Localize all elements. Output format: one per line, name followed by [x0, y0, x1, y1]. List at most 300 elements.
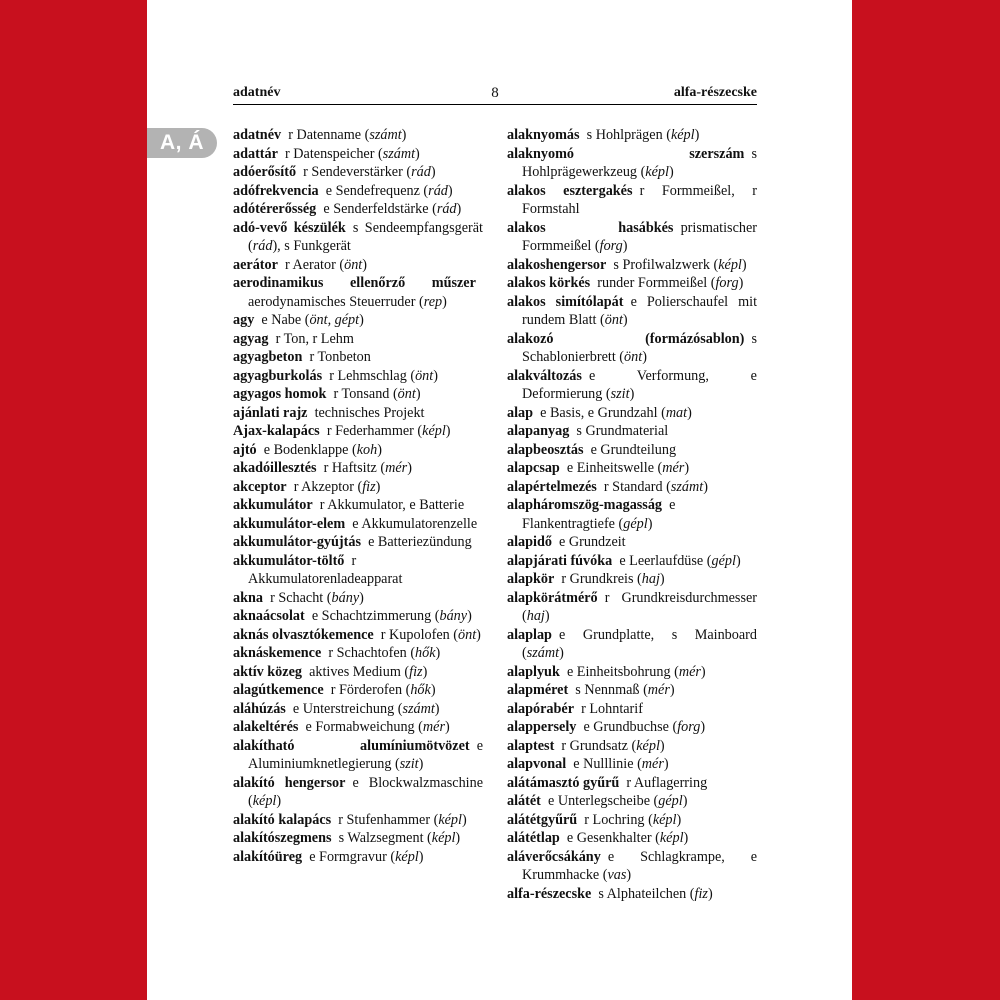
translation: aerodynamisches Steuerruder ( — [248, 293, 424, 310]
translation: e Verformung, e Deformierung ( — [522, 367, 757, 402]
translation: r Akzeptor ( — [293, 478, 363, 495]
dictionary-entry — [507, 293, 757, 330]
headword: alapkörátmérő — [507, 589, 598, 606]
translation: runder Formmeißel ( — [597, 275, 716, 291]
translation: r Sendeverstärker ( — [303, 164, 412, 180]
dictionary-entry — [507, 589, 757, 626]
domain-label: képl — [422, 423, 446, 439]
domain-label: mér — [678, 663, 701, 680]
dictionary-entry — [233, 367, 483, 386]
headword: alapháromszög-magasság — [507, 497, 663, 513]
translation: ), s Funkgerät — [272, 238, 351, 254]
translation: ) — [694, 127, 700, 143]
headword: alakos esztergakés — [507, 182, 633, 199]
translation: r Lochring ( — [584, 811, 653, 828]
headword: alátétlap — [507, 830, 560, 846]
domain-label: önt — [458, 626, 477, 643]
translation: r Auflagerring — [626, 774, 708, 791]
translation: ) — [461, 811, 467, 828]
translation: ) — [626, 867, 632, 883]
dictionary-entry — [233, 145, 483, 164]
domain-label: képl — [395, 848, 419, 865]
domain-label: bány — [439, 608, 468, 624]
translation: ) — [445, 719, 450, 735]
dictionary-entry — [507, 441, 757, 460]
translation: e Aluminiumknetlegierung ( — [248, 737, 483, 772]
dictionary-entry — [233, 737, 483, 774]
translation: r Lehmschlag ( — [329, 367, 416, 384]
translation: e Schachtzimmerung ( — [311, 608, 440, 624]
domain-label: rád — [428, 182, 448, 199]
domain-label: képl — [636, 737, 660, 754]
dictionary-entry — [507, 552, 757, 571]
translation: ) — [467, 608, 472, 624]
dictionary-entry — [233, 515, 483, 534]
translation: ) — [622, 238, 628, 254]
domain-label: számt — [369, 127, 402, 143]
translation: r Federhammer ( — [326, 423, 423, 439]
translation: technisches Projekt — [314, 404, 425, 421]
headword: adattár — [233, 145, 278, 162]
translation: r Datenspeicher ( — [285, 145, 383, 162]
translation: ) — [407, 460, 412, 476]
headword: alakos simítólapát — [507, 293, 624, 310]
dictionary-entry — [507, 811, 757, 830]
translation: e Basis, e Grundzahl ( — [540, 404, 666, 421]
translation: ) — [435, 645, 441, 661]
translation: r Tonsand ( — [333, 386, 398, 402]
domain-label: vas — [607, 867, 627, 883]
headword: aktív közeg — [233, 663, 302, 680]
translation: ) — [707, 885, 713, 902]
headword: aláverőcsákány — [507, 848, 601, 865]
headword: agyagbeton — [233, 349, 303, 365]
right-column — [507, 126, 757, 903]
translation: ) — [676, 811, 682, 828]
dictionary-entry — [507, 700, 757, 719]
dictionary-entry — [233, 182, 483, 201]
domain-label: gépl — [623, 515, 648, 532]
translation: s Hohlprägen ( — [586, 127, 671, 143]
dictionary-entry — [233, 700, 483, 719]
dictionary-entry — [233, 644, 483, 663]
translation: s Sendeempfangsgerät ( — [248, 219, 483, 254]
domain-label: képl — [431, 830, 456, 846]
headword: akadóillesztés — [233, 460, 317, 476]
translation: ) — [544, 608, 550, 624]
headword: akna — [233, 589, 263, 606]
domain-label: koh — [356, 441, 378, 458]
headword: alapkör — [507, 571, 555, 587]
translation: e Grundplatte, s Mainboard ( — [522, 626, 757, 661]
translation: ) — [447, 182, 453, 199]
translation: e Unterlegscheibe ( — [547, 793, 659, 809]
headword: alapbeosztás — [507, 441, 584, 458]
translation: ) — [401, 127, 407, 143]
headword: alfa-részecske — [507, 885, 592, 902]
dictionary-entry — [507, 663, 757, 682]
headword: alappersely — [507, 719, 577, 735]
dictionary-entry — [233, 607, 483, 626]
dictionary-entry — [233, 404, 483, 423]
domain-label: önt, gépt — [309, 312, 360, 328]
translation: e Formgravur ( — [309, 848, 396, 865]
translation: e Sendefrequenz ( — [325, 182, 429, 199]
domain-label: képl — [718, 256, 742, 273]
dictionary-entry — [233, 256, 483, 275]
dictionary-entry — [507, 145, 757, 182]
headword: akkumulátor-töltő — [233, 552, 345, 569]
translation: ) — [735, 552, 741, 569]
domain-label: számt — [670, 478, 704, 495]
domain-label: mér — [641, 756, 664, 772]
domain-label: forg — [599, 238, 623, 254]
headword: aknáskemence — [233, 645, 322, 661]
translation: ) — [683, 830, 689, 846]
headword: alaplyuk — [507, 663, 560, 680]
dictionary-entry — [507, 274, 757, 293]
headword: agyagburkolás — [233, 367, 323, 384]
translation: ) — [647, 515, 653, 532]
headword: aknás olvasztókemence — [233, 626, 374, 643]
domain-label: önt — [624, 349, 643, 365]
translation: e Bodenklappe ( — [263, 441, 357, 458]
domain-label: képl — [670, 127, 695, 143]
translation: e Flankentragtiefe ( — [522, 497, 676, 532]
headword: aláhúzás — [233, 700, 286, 717]
headword: agyagos homok — [233, 386, 327, 402]
dictionary-entry — [233, 311, 483, 330]
translation: s Nennmaß ( — [575, 682, 648, 698]
headword: agyag — [233, 330, 269, 347]
dictionary-entry — [507, 330, 757, 367]
headword: ajánlati rajz — [233, 404, 308, 421]
translation: ) — [629, 386, 635, 402]
domain-label: rád — [436, 201, 457, 217]
translation: ) — [622, 312, 628, 328]
domain-label: gépl — [658, 793, 683, 809]
domain-label: képl — [659, 830, 684, 846]
dictionary-entry — [233, 718, 483, 737]
domain-label: számt — [402, 700, 435, 717]
domain-label: önt — [604, 312, 623, 328]
translation: aktives Medium ( — [309, 663, 410, 680]
headword: adótérerősség — [233, 201, 317, 217]
translation: r Datenname ( — [288, 127, 370, 143]
headword: alapjárati fúvóka — [507, 552, 613, 569]
translation: prismatischer Formmeißel ( — [522, 219, 757, 254]
translation: ) — [559, 645, 564, 661]
domain-label: számt — [382, 145, 416, 162]
domain-label: mat — [665, 404, 688, 421]
translation: r Grundkreis ( — [561, 571, 642, 587]
domain-label: forg — [677, 719, 701, 735]
dictionary-entry — [507, 496, 757, 533]
dictionary-entry — [507, 422, 757, 441]
headword: alagútkemence — [233, 682, 324, 698]
headword: adóerősítő — [233, 164, 297, 180]
translation: r Haftsitz ( — [323, 460, 386, 476]
headword: alakozó (formázósablon) — [507, 330, 745, 347]
dictionary-entry — [233, 478, 483, 497]
headword: alap — [507, 404, 534, 421]
translation: ) — [684, 460, 690, 476]
headword: adó-vevő készülék — [233, 219, 346, 236]
translation: ) — [276, 793, 282, 809]
header-first-entry: adatnév — [233, 85, 281, 100]
translation: ) — [418, 756, 424, 772]
translation: r Lohntarif — [581, 700, 643, 717]
dictionary-entry — [507, 459, 757, 478]
dictionary-entry — [233, 422, 483, 441]
dictionary-entry — [233, 200, 483, 219]
translation: ) — [422, 663, 428, 680]
dictionary-entry — [233, 274, 483, 311]
dictionary-entry — [233, 441, 483, 460]
translation: e Grundteilung — [590, 441, 677, 458]
left-column — [233, 126, 483, 866]
dictionary-entry — [507, 478, 757, 497]
dictionary-entry — [507, 774, 757, 793]
translation: ) — [418, 848, 424, 865]
headword: alátétgyűrű — [507, 811, 578, 828]
domain-label: mér — [662, 460, 685, 476]
translation: ) — [415, 145, 420, 162]
headword: alapórabér — [507, 700, 574, 717]
translation: e Leerlaufdüse ( — [619, 552, 712, 569]
domain-label: képl — [645, 164, 669, 180]
translation: r Akkumulatorenladeapparat — [248, 552, 403, 587]
dictionary-entry — [233, 126, 483, 145]
header-last-entry: alfa-részecske — [673, 85, 757, 100]
domain-label: rád — [252, 238, 273, 254]
dictionary-entry — [233, 811, 483, 830]
dictionary-entry — [233, 848, 483, 867]
dictionary-entry — [233, 681, 483, 700]
translation: ) — [682, 793, 688, 809]
domain-label: önt — [415, 367, 434, 384]
translation: e Formabweichung ( — [305, 719, 423, 735]
headword: adófrekvencia — [233, 182, 319, 199]
translation: ) — [377, 441, 382, 458]
translation: ) — [700, 663, 706, 680]
domain-label: szit — [399, 756, 419, 772]
section-tab: A, Á — [147, 128, 217, 158]
translation: r Akkumulator, e Batterie — [319, 497, 465, 513]
headword: akkumulátor-gyújtás — [233, 534, 361, 550]
translation: e Grundbuchse ( — [583, 719, 678, 735]
headword: alátámasztó gyűrű — [507, 774, 620, 791]
translation: ) — [663, 756, 669, 772]
headword: alapidő — [507, 534, 552, 550]
translation: e Schlagkrampe, e Krummhacke ( — [522, 848, 757, 883]
dictionary-entry — [507, 737, 757, 756]
headword: alaknyomás — [507, 127, 580, 143]
headword: alaplap — [507, 626, 552, 643]
domain-label: bány — [331, 589, 360, 606]
translation: ) — [430, 682, 436, 698]
translation: ) — [359, 312, 364, 328]
dictionary-entry — [233, 348, 483, 367]
headword: aerodinamikus ellenőrző műszer — [233, 275, 476, 291]
dictionary-entry — [233, 163, 483, 182]
headword: alapcsap — [507, 460, 560, 476]
dictionary-entry — [233, 330, 483, 349]
header-rule — [233, 104, 757, 105]
domain-label: számt — [526, 645, 560, 661]
headword: alátét — [507, 793, 541, 809]
translation: r Standard ( — [603, 478, 671, 495]
domain-label: hők — [410, 682, 431, 698]
page-header — [233, 85, 757, 103]
translation: r Tonbeton — [309, 349, 371, 365]
dictionary-entry — [507, 626, 757, 663]
translation: ) — [741, 256, 747, 273]
translation: r Schachtofen ( — [328, 645, 416, 661]
headword: alaknyomó szerszám — [507, 145, 745, 162]
translation: r Ton, r Lehm — [275, 330, 354, 347]
translation: r Aerator ( — [285, 256, 345, 273]
dictionary-entry — [233, 774, 483, 811]
domain-label: szit — [610, 386, 630, 402]
domain-label: képl — [652, 811, 677, 828]
headword: Ajax-kalapács — [233, 423, 320, 439]
dictionary-entry — [507, 256, 757, 275]
translation: r Grundsatz ( — [561, 737, 637, 754]
domain-label: képl — [252, 793, 277, 809]
page-number: 8 — [491, 85, 499, 101]
headword: alakváltozás — [507, 367, 582, 384]
translation: ) — [700, 719, 706, 735]
dictionary-entry — [507, 367, 757, 404]
translation: e Senderfeldstärke ( — [323, 201, 437, 217]
domain-label: önt — [344, 256, 363, 273]
translation: r Schacht ( — [270, 589, 332, 606]
translation: ) — [455, 830, 461, 846]
translation: s Schablonierbrett ( — [522, 330, 757, 365]
translation: ) — [434, 700, 440, 717]
dictionary-entry — [507, 182, 757, 219]
translation: s Alphateilchen ( — [598, 885, 695, 902]
translation: s Profilwalzwerk ( — [613, 256, 719, 273]
translation: ) — [430, 164, 436, 180]
headword: agy — [233, 312, 255, 328]
dictionary-entry — [507, 792, 757, 811]
dictionary-entry — [507, 718, 757, 737]
headword: akceptor — [233, 478, 287, 495]
headword: alapméret — [507, 682, 569, 698]
translation: ) — [359, 589, 364, 606]
translation: s Hohlprägewerkzeug ( — [522, 145, 757, 180]
domain-label: képl — [438, 811, 462, 828]
headword: aerátor — [233, 256, 278, 273]
dictionary-entry — [507, 219, 757, 256]
translation: ) — [442, 293, 447, 310]
translation: e Einheitswelle ( — [566, 460, 663, 476]
translation: e Blockwalzmaschine ( — [248, 774, 483, 809]
translation: ) — [659, 571, 665, 587]
translation: ) — [738, 275, 744, 291]
translation: e Akkumulatorenzelle — [352, 515, 478, 532]
dictionary-entry — [233, 626, 483, 645]
translation: ) — [668, 164, 674, 180]
headword: alakoshengersor — [507, 256, 607, 273]
domain-label: fiz — [409, 663, 423, 680]
dictionary-entry — [507, 755, 757, 774]
headword: alakítóüreg — [233, 848, 303, 865]
translation: s Walzsegment ( — [338, 830, 432, 846]
translation: ) — [433, 367, 438, 384]
dictionary-entry — [233, 663, 483, 682]
dictionary-entry — [507, 829, 757, 848]
dictionary-entry — [233, 552, 483, 589]
translation: r Grundkreisdurchmesser ( — [522, 589, 757, 624]
dictionary-entry — [233, 829, 483, 848]
translation: e Grundzeit — [559, 534, 626, 550]
translation: e Polierschaufel mit rundem Blatt ( — [522, 293, 758, 328]
translation: r Kupolofen ( — [380, 626, 459, 643]
translation: e Unterstreichung ( — [292, 700, 403, 717]
right-red-border — [852, 0, 1000, 1000]
headword: alapanyag — [507, 423, 570, 439]
dictionary-entry — [233, 496, 483, 515]
headword: alakító hengersor — [233, 774, 346, 791]
headword: akkumulátor-elem — [233, 515, 346, 532]
dictionary-entry — [233, 385, 483, 404]
dictionary-entry — [233, 219, 483, 256]
domain-label: mér — [422, 719, 445, 735]
translation: ) — [687, 404, 692, 421]
domain-label: rád — [411, 164, 431, 180]
domain-label: haj — [526, 608, 545, 624]
headword: alakító kalapács — [233, 811, 332, 828]
dictionary-entry — [507, 533, 757, 552]
domain-label: gépl — [711, 552, 736, 569]
translation: e Nabe ( — [261, 312, 310, 328]
domain-label: fiz — [694, 885, 708, 902]
headword: akkumulátor — [233, 497, 313, 513]
dictionary-entry — [233, 533, 483, 552]
headword: alakos hasábkés — [507, 219, 674, 236]
translation: ) — [445, 423, 451, 439]
headword: adatnév — [233, 127, 282, 143]
translation: ) — [476, 626, 481, 643]
dictionary-entry — [507, 848, 757, 885]
headword: alakítható alumíniumötvözet — [233, 737, 470, 754]
translation: r Förderofen ( — [330, 682, 411, 698]
domain-label: haj — [641, 571, 660, 587]
dictionary-entry — [507, 885, 757, 904]
headword: alakítószegmens — [233, 830, 332, 846]
translation: ) — [375, 478, 381, 495]
dictionary-entry — [507, 570, 757, 589]
headword: alakos körkés — [507, 275, 591, 291]
headword: alapértelmezés — [507, 478, 597, 495]
domain-label: mér — [647, 682, 670, 698]
domain-label: hők — [415, 645, 436, 661]
translation: e Gesenkhalter ( — [566, 830, 660, 846]
translation: e Nulllinie ( — [573, 756, 642, 772]
translation: ) — [415, 386, 421, 402]
translation: ) — [669, 682, 675, 698]
translation: e Einheitsbohrung ( — [566, 663, 679, 680]
headword: alapvonal — [507, 756, 567, 772]
translation: ) — [642, 349, 647, 365]
translation: ) — [659, 737, 665, 754]
domain-label: rep — [423, 293, 443, 310]
headword: alaptest — [507, 737, 555, 754]
dictionary-entry — [233, 459, 483, 478]
